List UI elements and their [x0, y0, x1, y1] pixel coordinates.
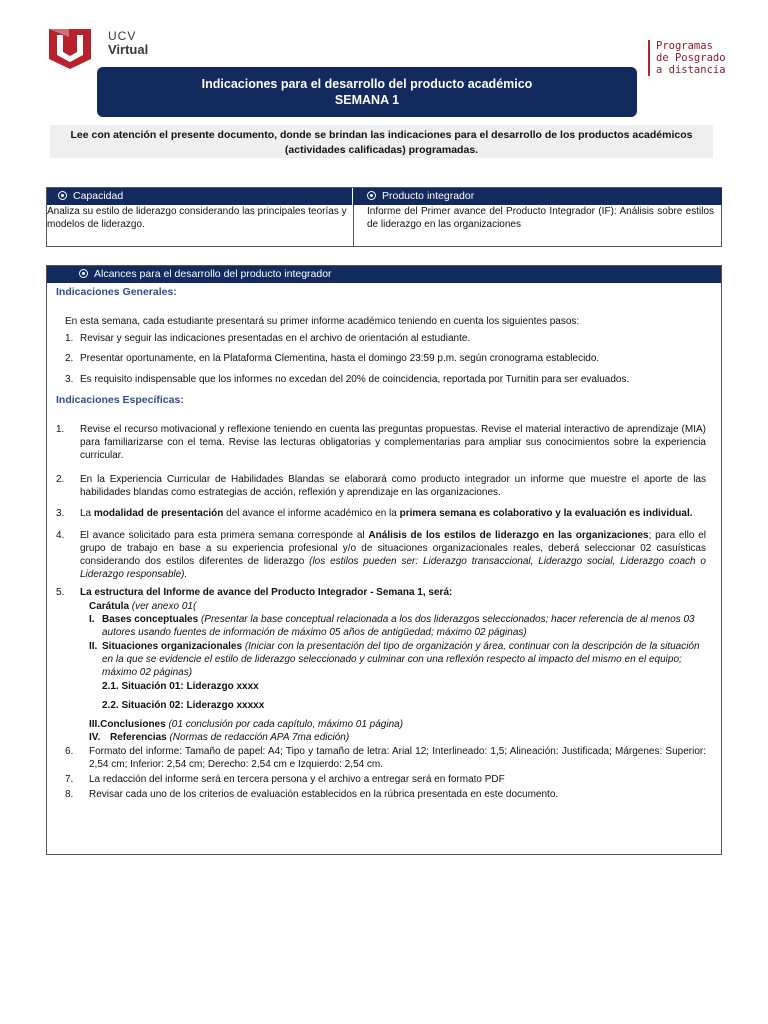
ucv-brand	[108, 30, 148, 56]
bullet-icon	[367, 191, 376, 200]
capacity-header	[47, 188, 353, 205]
bases-note: (Presentar la base conceptual relacionada a los dos liderazgos seleccionados; hacer referencia de al menos 03 autores usando fuentes de información de máximo 05 años de antigüedad; máximo 02 páginas)	[102, 614, 695, 638]
specific-item-3	[80, 507, 716, 520]
bullet-icon	[79, 269, 88, 278]
s4-text: El avance solicitado para esta primera semana corresponde al	[80, 530, 369, 541]
posgrado-line: Programas	[656, 40, 713, 52]
roman-numeral: II.	[89, 641, 98, 652]
product-header-label: Producto integrador	[382, 190, 475, 202]
bases-line	[102, 613, 708, 639]
bullet-icon	[58, 191, 67, 200]
specific-item-5: La estructura del Informe de avance del Producto Integrador - Semana 1, será:	[80, 587, 453, 598]
specific-item-8: Revisar cada uno de los criterios de evaluación establecidos en la rúbrica presentada en este documento.	[89, 789, 559, 800]
specific-item-7: La redacción del informe será en tercera persona y el archivo a entregar será en formato PDF	[89, 774, 505, 785]
s3-text: La	[80, 508, 94, 519]
references-label: Referencias	[110, 732, 167, 743]
capacity-table	[46, 187, 722, 247]
references-note: (Normas de redacción APA 7ma edición)	[166, 732, 350, 743]
s3-bold: modalidad de presentación	[93, 508, 224, 519]
s4-bold: Análisis de los estilos de liderazgo en las organizaciones	[368, 530, 649, 541]
general-intro: En esta semana, cada estudiante presentará su primer informe académico teniendo en cuenta los siguientes pasos:	[65, 316, 580, 327]
conclusions-line	[89, 718, 689, 731]
roman-numeral: IV.	[89, 732, 101, 743]
conclusions-label: III.Conclusiones	[89, 719, 166, 730]
situations-note: (Iniciar con la presentación del tipo de organización y área, continuar con la descripción de la situación en la que se evidencie el estilo de liderazgo seleccionado y culminar con una reflexión respecto al impacto del mismo en el equipo; máximo 02 páginas)	[102, 641, 700, 678]
s4-italic: (los estilos pueden ser: Liderazgo transaccional, Liderazgo social, Liderazgo coach o Liderazgo responsable).	[80, 556, 706, 580]
list-number: 1.	[56, 424, 65, 435]
list-number: 6.	[65, 746, 74, 757]
capacity-header-label: Capacidad	[73, 190, 124, 202]
specific-item-1: Revise el recurso motivacional y reflexione teniendo en cuenta las preguntas propuestas. Revise el material interactivo de aprendizaje (MIA) para familiarizarse con el tema. Revise las lecturas obligatorias y complementarias para ampliar sus conocimientos sobre la experiencia curricular.	[80, 424, 706, 461]
list-number: 2.	[65, 353, 74, 364]
scope-header	[47, 266, 721, 283]
specific-title: Indicaciones Específicas:	[56, 394, 184, 406]
product-text: Informe del Primer avance del Producto Integrador (IF): Análisis sobre estilos de liderazgo en las organizaciones	[367, 206, 714, 230]
document-title	[97, 67, 637, 117]
product-header	[353, 188, 722, 205]
specific-item-2: En la Experiencia Curricular de Habilidades Blandas se elaborará como producto integrador un informe que muestre el aporte de las habilidades blandas como estrategias de acción, reflexión y aprendizaje en las organizaciones.	[80, 474, 706, 498]
caratula-label: Carátula	[89, 601, 130, 612]
general-title: Indicaciones Generales:	[56, 286, 177, 298]
conclusions-note: (01 conclusión por cada capítulo, máximo 01 página)	[165, 719, 404, 730]
title-line2: SEMANA 1	[334, 93, 400, 107]
s3-text: del avance el informe académico en la	[223, 508, 400, 519]
posgrado-line: de Posgrado	[656, 52, 726, 64]
general-item: Es requisito indispensable que los informes no excedan del 20% de coincidencia, reportada por Turnitin para ser evaluados.	[80, 374, 630, 385]
table-divider	[353, 205, 354, 246]
general-item: Presentar oportunamente, en la Plataforma Clementina, hasta el domingo 23:59 p.m. según cronograma establecido.	[80, 353, 600, 364]
list-number: 3.	[65, 374, 74, 385]
scope-header-label: Alcances para el desarrollo del producto integrador	[94, 268, 332, 280]
situation-2: 2.2. Situación 02: Liderazgo xxxxx	[102, 700, 265, 711]
intro-note: Lee con atención el presente documento, donde se brindan las indicaciones para el desarrollo de los productos académicos (actividades calificadas) programadas.	[50, 125, 713, 158]
s4-text: ; para ello el grupo de trabajo en base a su experiencia profesional y/o de situaciones organizacionales reales, deberá seleccionar 02 casuísticas considerando dos estilos diferentes de liderazgo	[80, 530, 706, 567]
situations-line	[102, 640, 708, 679]
capacity-text: Analiza su estilo de liderazgo considerando las principales teorías y modelos de liderazgo.	[47, 206, 347, 230]
caratula-line	[89, 600, 689, 613]
list-number: 1.	[65, 333, 74, 344]
list-number: 4.	[56, 530, 65, 541]
posgrado-logo	[648, 40, 726, 76]
specific-item-6: Formato del informe: Tamaño de papel: A4; Tipo y tamaño de letra: Arial 12; Interlineado: 1,5; Alineación: Justificada; Márgenes: Superior: 2,54 cm; Inferior: 2,54 cm; Derecho: 2,54 cm e Izquierdo: 2,54 cm.	[89, 746, 706, 770]
scope-box	[46, 265, 722, 855]
s3-bold: primera semana es colaborativo y la evaluación es individual.	[399, 508, 693, 519]
situation-1: 2.1. Situación 01: Liderazgo xxxx	[102, 681, 259, 692]
situations-label: Situaciones organizacionales	[102, 641, 243, 652]
brand-line1: UCV	[108, 29, 137, 43]
general-item: Revisar y seguir las indicaciones presentadas en el archivo de orientación al estudiante.	[80, 333, 471, 344]
ucv-logo-icon	[47, 25, 93, 71]
references-line	[110, 731, 710, 744]
roman-numeral: I.	[89, 614, 95, 625]
specific-item-4	[80, 529, 706, 581]
caratula-note: (ver anexo 01(	[129, 601, 197, 612]
list-number: 5.	[56, 587, 65, 598]
brand-line2: Virtual	[108, 42, 149, 57]
title-line1: Indicaciones para el desarrollo del producto académico	[201, 77, 533, 91]
posgrado-line: a distancia	[656, 64, 726, 76]
list-number: 8.	[65, 789, 74, 800]
list-number: 7.	[65, 774, 74, 785]
list-number: 3.	[56, 508, 65, 519]
bases-label: Bases conceptuales	[102, 614, 199, 625]
list-number: 2.	[56, 474, 65, 485]
